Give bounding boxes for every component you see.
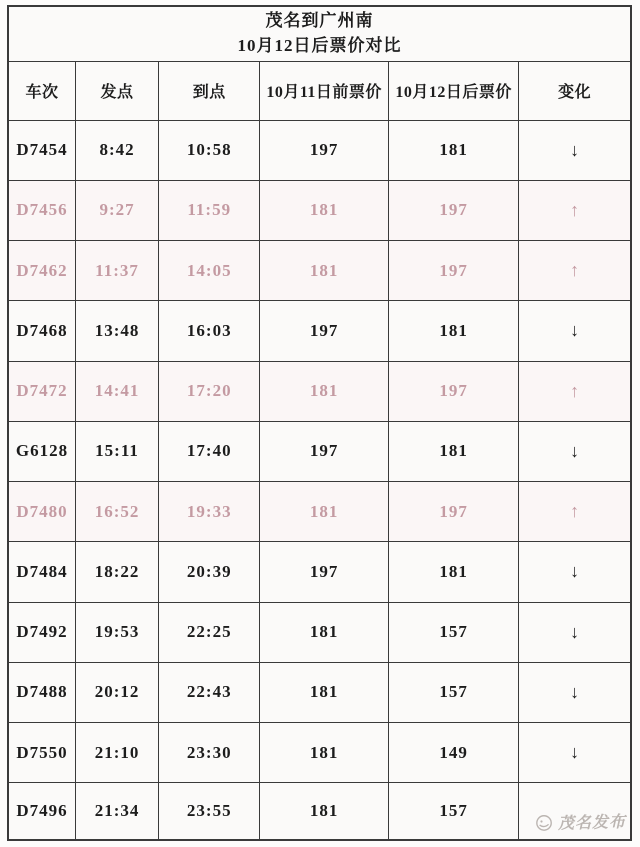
fare-table-frame: [7, 5, 632, 841]
train-number-cell: D7456: [9, 180, 75, 240]
arrive-time-cell: 10:58: [159, 120, 260, 180]
arrive-time-cell: 17:40: [159, 421, 260, 481]
depart-time-cell: 15:11: [75, 421, 158, 481]
arrive-time-cell: 20:39: [159, 542, 260, 602]
price-after-cell: 181: [388, 120, 518, 180]
depart-time-cell: 18:22: [75, 542, 158, 602]
train-number-cell: D7480: [9, 482, 75, 542]
up-arrow-icon: ↑: [519, 361, 630, 421]
watermark-text: 茂名发布: [557, 813, 627, 833]
down-arrow-icon: ↓: [519, 542, 630, 602]
price-before-cell: 181: [260, 361, 389, 421]
train-number-cell: D7492: [9, 602, 75, 662]
depart-time-cell: 9:27: [75, 180, 158, 240]
table-row: [9, 301, 630, 361]
price-after-cell: 157: [388, 783, 518, 839]
train-number-cell: D7468: [9, 301, 75, 361]
col-header-price-before: 10月11日前票价: [260, 62, 389, 120]
depart-time-cell: 13:48: [75, 301, 158, 361]
price-after-cell: 149: [388, 723, 518, 783]
price-before-cell: 197: [260, 120, 389, 180]
price-before-cell: 181: [260, 180, 389, 240]
price-after-cell: 197: [388, 180, 518, 240]
depart-time-cell: 20:12: [75, 662, 158, 722]
train-number-cell: D7462: [9, 241, 75, 301]
change-cell: [519, 783, 630, 839]
title-route: 茂名到广州南: [265, 11, 374, 31]
arrive-time-cell: 17:20: [159, 361, 260, 421]
table-row: [9, 482, 630, 542]
table-row: [9, 120, 630, 180]
train-number-cell: G6128: [9, 421, 75, 481]
table-row: [9, 662, 630, 722]
table-row: [9, 723, 630, 783]
up-arrow-icon: ↑: [519, 180, 630, 240]
arrive-time-cell: 22:25: [159, 602, 260, 662]
price-after-cell: 181: [388, 301, 518, 361]
depart-time-cell: 11:37: [75, 241, 158, 301]
price-after-cell: 197: [388, 482, 518, 542]
depart-time-cell: 16:52: [75, 482, 158, 542]
table-row: [9, 241, 630, 301]
price-before-cell: 181: [260, 241, 389, 301]
table-row: [9, 783, 630, 839]
depart-time-cell: 14:41: [75, 361, 158, 421]
down-arrow-icon: ↓: [519, 602, 630, 662]
arrive-time-cell: 23:55: [159, 783, 260, 839]
train-number-cell: D7484: [9, 542, 75, 602]
train-number-cell: D7454: [9, 120, 75, 180]
train-number-cell: D7488: [9, 662, 75, 722]
arrive-time-cell: 23:30: [159, 723, 260, 783]
depart-time-cell: 8:42: [75, 120, 158, 180]
col-header-train: 车次: [9, 62, 75, 120]
depart-time-cell: 21:10: [75, 723, 158, 783]
table-title: [9, 7, 630, 62]
price-after-cell: 197: [388, 241, 518, 301]
col-header-change: 变化: [519, 62, 630, 120]
header-row: [9, 62, 630, 120]
price-after-cell: 197: [388, 361, 518, 421]
down-arrow-icon: ↓: [519, 421, 630, 481]
price-before-cell: 181: [260, 602, 389, 662]
arrive-time-cell: 11:59: [159, 180, 260, 240]
depart-time-cell: 21:34: [75, 783, 158, 839]
price-before-cell: 197: [260, 421, 389, 481]
arrive-time-cell: 19:33: [159, 482, 260, 542]
table-row: [9, 542, 630, 602]
depart-time-cell: 19:53: [75, 602, 158, 662]
price-table-body: [9, 120, 630, 839]
up-arrow-icon: ↑: [519, 241, 630, 301]
price-before-cell: 197: [260, 301, 389, 361]
table-row: [9, 602, 630, 662]
train-number-cell: D7472: [9, 361, 75, 421]
price-before-cell: 181: [260, 723, 389, 783]
table-row: [9, 421, 630, 481]
price-before-cell: 181: [260, 662, 389, 722]
col-header-depart: 发点: [75, 62, 158, 120]
arrive-time-cell: 16:03: [159, 301, 260, 361]
col-header-arrive: 到点: [159, 62, 260, 120]
arrive-time-cell: 22:43: [159, 662, 260, 722]
down-arrow-icon: ↓: [519, 723, 630, 783]
table-row: [9, 180, 630, 240]
price-after-cell: 157: [388, 602, 518, 662]
down-arrow-icon: ↓: [519, 120, 630, 180]
price-after-cell: 181: [388, 542, 518, 602]
price-after-cell: 157: [388, 662, 518, 722]
col-header-price-after: 10月12日后票价: [388, 62, 518, 120]
price-after-cell: 181: [388, 421, 518, 481]
price-before-cell: 197: [260, 542, 389, 602]
price-table: [9, 62, 630, 839]
price-before-cell: 181: [260, 783, 389, 839]
train-number-cell: D7496: [9, 783, 75, 839]
arrive-time-cell: 14:05: [159, 241, 260, 301]
title-subtitle: 10月12日后票价对比: [237, 36, 402, 55]
up-arrow-icon: ↑: [519, 482, 630, 542]
price-before-cell: 181: [260, 482, 389, 542]
down-arrow-icon: ↓: [519, 662, 630, 722]
train-number-cell: D7550: [9, 723, 75, 783]
down-arrow-icon: ↓: [519, 301, 630, 361]
table-row: [9, 361, 630, 421]
